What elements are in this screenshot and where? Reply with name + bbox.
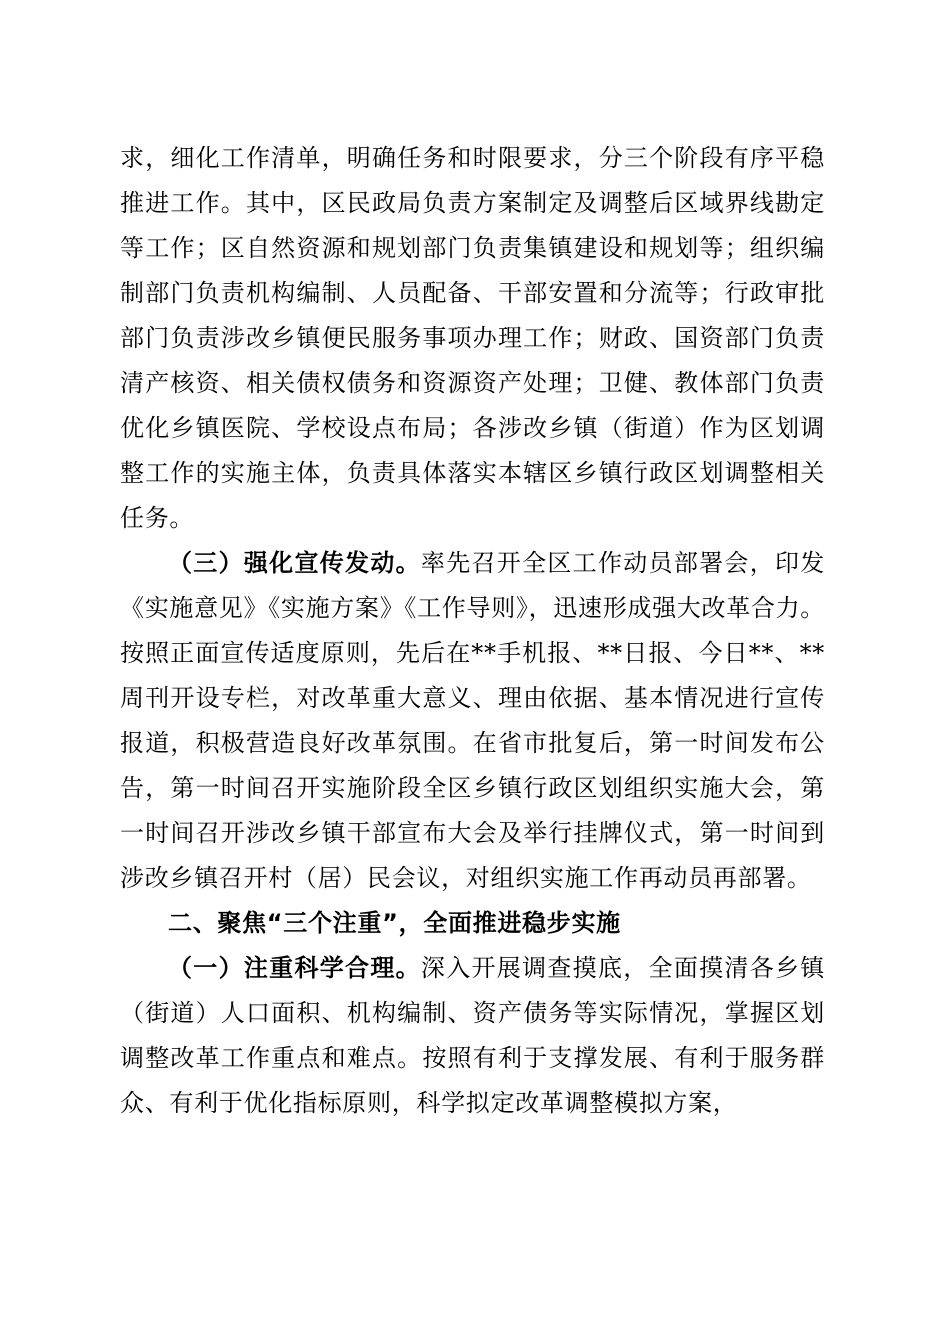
paragraph-scientific [120,946,825,1126]
section-heading: 二、聚焦“三个注重”，全面推进稳步实施 [168,909,621,937]
paragraph-publicity [120,541,825,901]
paragraph-text: 深入开展调查摸底，全面摸清各乡镇（街道）人口面积、机构编制、资产债务等实际情况，掌握区划调整改革工作重点和难点。按照有利于支撑发展、有利于服务群众、有利于优化指标原则，科学拟定改革调整模拟方案， [120,954,825,1117]
paragraph-text: 率先召开全区工作动员部署会，印发《实施意见》《实施方案》《工作导则》，迅速形成强大改革合力。按照正面宣传适度原则，先后在**手机报、**日报、今日**、**周刊开设专栏，对改革重大意义、理由依据、基本情况进行宣传报道，积极营造良好改革氛围。在省市批复后，第一时间发布公告，第一时间召开实施阶段全区乡镇行政区划组织实施大会，第一时间召开涉改乡镇干部宣布大会及举行挂牌仪式，第一时间到涉改乡镇召开村（居）民会议，对组织实施工作再动员再部署。 [120,549,825,892]
paragraph-lead: （三）强化宣传发动。 [168,549,421,577]
paragraph-lead: （一）注重科学合理。 [168,954,421,982]
paragraph-continuation [120,136,825,541]
document-body [120,136,825,1126]
paragraph-text: 求，细化工作清单，明确任务和时限要求，分三个阶段有序平稳推进工作。其中，区民政局负责方案制定及调整后区域界线勘定等工作；区自然资源和规划部门负责集镇建设和规划等；组织编制部门负责机构编制、人员配备、干部安置和分流等；行政审批部门负责涉改乡镇便民服务事项办理工作；财政、国资部门负责清产核资、相关债权债务和资源资产处理；卫健、教体部门负责优化乡镇医院、学校设点布局；各涉改乡镇（街道）作为区划调整工作的实施主体，负责具体落实本辖区乡镇行政区划调整相关任务。 [120,144,825,532]
